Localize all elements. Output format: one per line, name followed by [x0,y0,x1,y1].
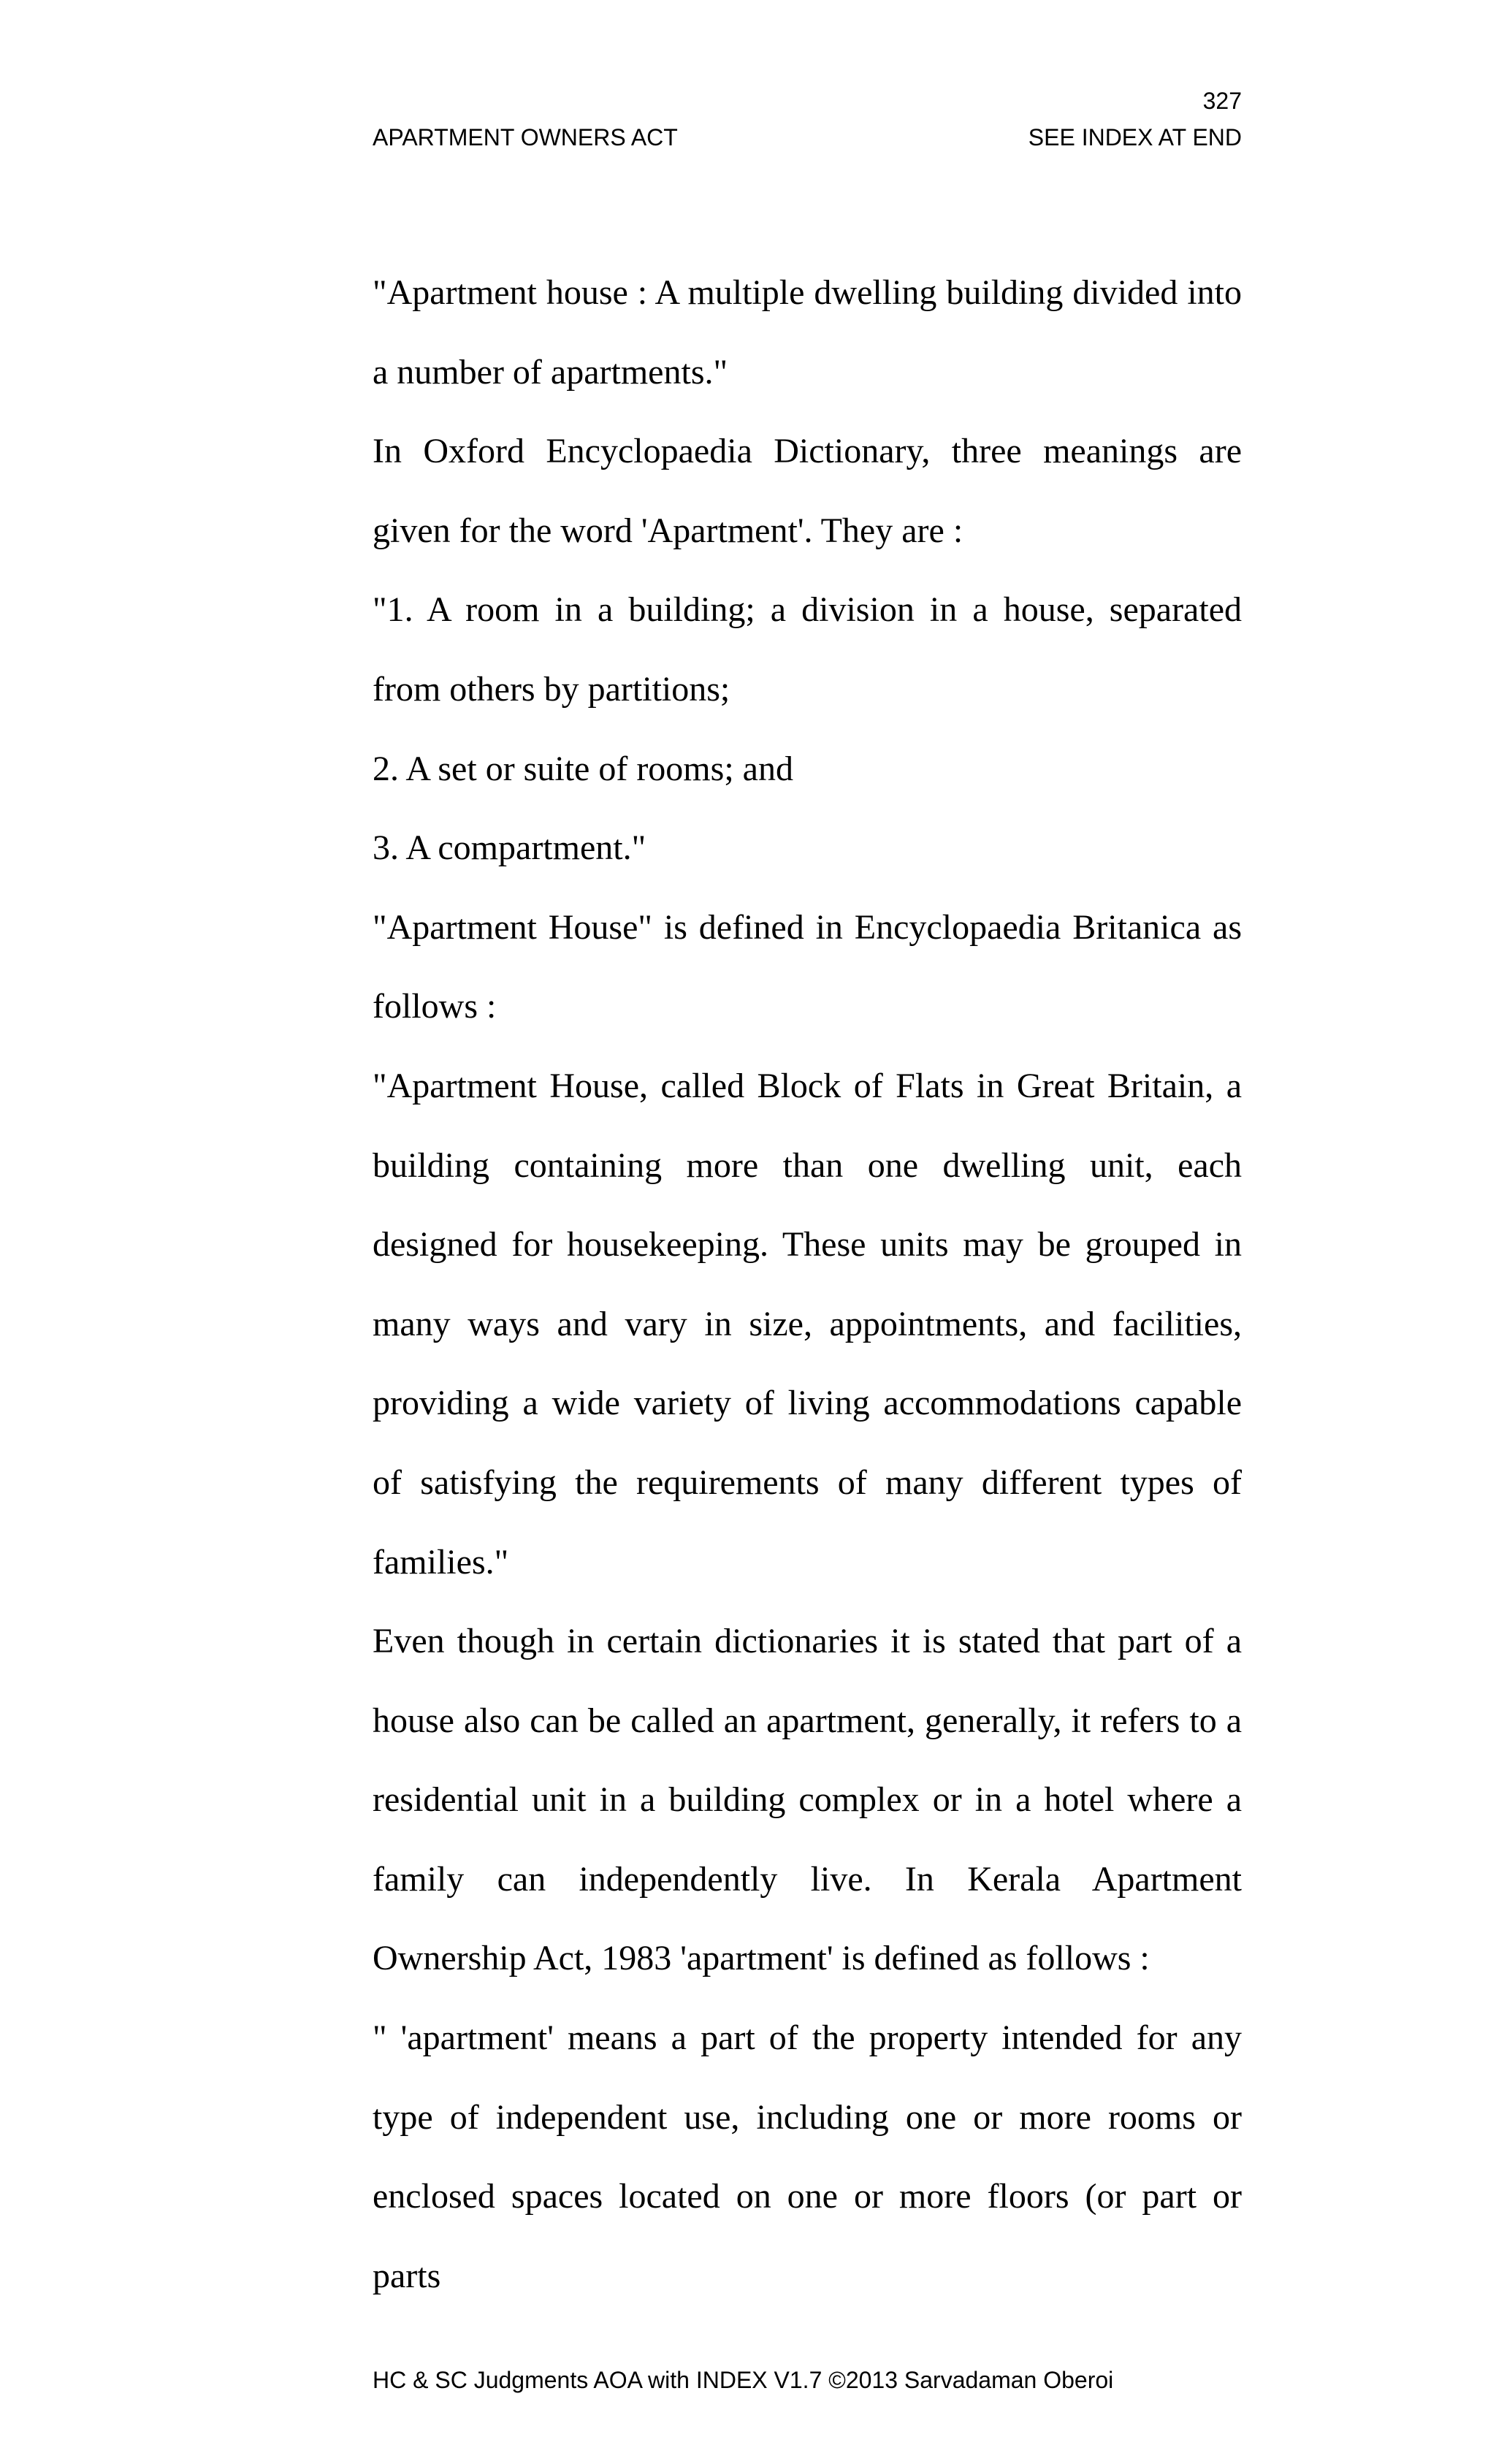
paragraph-britanica-quote: "Apartment House, called Block of Flats in Great Britain, a building containing more than one dwelling unit, each designed for housekeeping. These units may be grouped in many ways and vary in size, appointments, and facilities, providing a wide variety of living accommodations capable of satisfying the requirements of many different types of families." [373,1066,1242,1582]
body-text [373,253,1242,2316]
running-header-title: APARTMENT OWNERS ACT [373,124,678,150]
paragraph-kerala-act-intro: Even though in certain dictionaries it is stated that part of a house also can be called an apartment, generally, it refers to a residential unit in a building complex or in a hotel where a family can independently live. In Kerala Apartment Ownership Act, 1983 'apartment' is defined as follows : [373,1622,1242,1978]
paragraph-oxford-intro: In Oxford Encyclopaedia Dictionary, three meanings are given for the word 'Apartment'. They are : [373,432,1242,550]
running-header-index-note: SEE INDEX AT END [1028,124,1242,150]
paragraph-meaning-3: 3. A compartment." [373,828,646,868]
page-footer: HC & SC Judgments AOA with INDEX V1.7 ©2013 Sarvadaman Oberoi [373,2367,1114,2393]
paragraph-britanica-intro: "Apartment House" is defined in Encyclopaedia Britanica as follows : [373,907,1242,1026]
page-number: 327 [1202,88,1242,114]
paragraph-apartment-house-quote: "Apartment house : A multiple dwelling building divided into a number of apartments." [373,273,1242,392]
paragraph-meaning-1: "1. A room in a building; a division in a house, separated from others by partitions; [373,590,1242,709]
paragraph-apartment-definition: " 'apartment' means a part of the property intended for any type of independent use, including one or more rooms or enclosed spaces located on one or more floors (or part or parts [373,2018,1242,2295]
running-header [373,123,1242,152]
paragraph-meaning-2: 2. A set or suite of rooms; and [373,749,793,788]
